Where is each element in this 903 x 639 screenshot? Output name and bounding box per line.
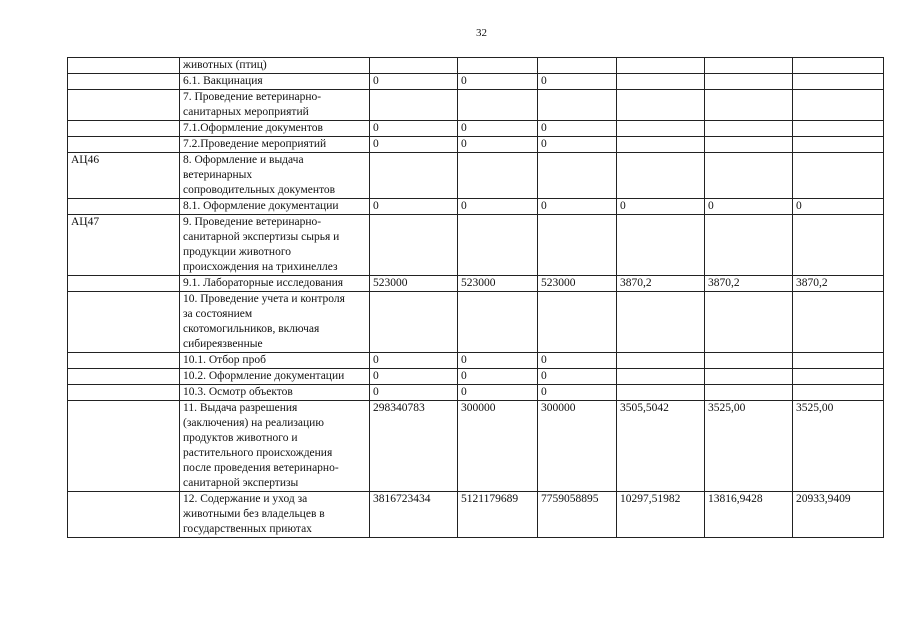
row-value-cell xyxy=(705,74,793,90)
table-row xyxy=(68,121,884,137)
row-code-cell xyxy=(68,292,180,353)
row-value-cell xyxy=(705,90,793,121)
row-value-cell: 3505,5042 xyxy=(617,401,705,492)
row-value-cell xyxy=(793,292,884,353)
row-value-cell xyxy=(370,58,458,74)
table-row xyxy=(68,153,884,199)
row-value-cell: 0 xyxy=(458,199,538,215)
row-name-cell: 10.3. Осмотр объектов xyxy=(180,385,370,401)
row-value-cell: 0 xyxy=(617,199,705,215)
row-value-cell xyxy=(458,90,538,121)
row-name-cell: 7. Проведение ветеринарно- санитарных мероприятий xyxy=(180,90,370,121)
row-value-cell: 0 xyxy=(538,353,617,369)
row-code-cell xyxy=(68,353,180,369)
row-value-cell: 300000 xyxy=(458,401,538,492)
row-value-cell xyxy=(617,215,705,276)
row-value-cell: 13816,9428 xyxy=(705,492,793,538)
row-value-cell: 7759058895 xyxy=(538,492,617,538)
table-row xyxy=(68,292,884,353)
row-name-cell: 7.1.Оформление документов xyxy=(180,121,370,137)
row-value-cell xyxy=(370,215,458,276)
row-value-cell: 0 xyxy=(705,199,793,215)
row-code-cell: АЦ46 xyxy=(68,153,180,199)
row-value-cell: 3816723434 xyxy=(370,492,458,538)
row-value-cell xyxy=(705,292,793,353)
row-code-cell xyxy=(68,276,180,292)
row-value-cell: 0 xyxy=(370,369,458,385)
row-value-cell xyxy=(458,153,538,199)
table-row xyxy=(68,401,884,492)
row-value-cell xyxy=(793,385,884,401)
row-code-cell xyxy=(68,137,180,153)
row-value-cell xyxy=(793,353,884,369)
row-value-cell xyxy=(705,369,793,385)
row-value-cell xyxy=(617,385,705,401)
row-code-cell xyxy=(68,492,180,538)
row-value-cell xyxy=(370,90,458,121)
table-row xyxy=(68,58,884,74)
row-value-cell xyxy=(538,215,617,276)
row-value-cell: 0 xyxy=(458,121,538,137)
row-value-cell xyxy=(617,369,705,385)
row-name-cell: 10. Проведение учета и контроля за состоянием скотомогильников, включая сибиреязвенные xyxy=(180,292,370,353)
row-value-cell xyxy=(793,74,884,90)
row-value-cell xyxy=(793,215,884,276)
row-name-cell: 9.1. Лабораторные исследования xyxy=(180,276,370,292)
row-value-cell xyxy=(793,90,884,121)
row-code-cell xyxy=(68,58,180,74)
table-row xyxy=(68,199,884,215)
table-row xyxy=(68,276,884,292)
row-value-cell xyxy=(793,121,884,137)
row-value-cell: 3870,2 xyxy=(705,276,793,292)
row-value-cell: 0 xyxy=(370,385,458,401)
row-value-cell xyxy=(458,58,538,74)
row-code-cell xyxy=(68,90,180,121)
row-value-cell xyxy=(617,137,705,153)
row-name-cell: 6.1. Вакцинация xyxy=(180,74,370,90)
row-value-cell: 0 xyxy=(370,199,458,215)
row-value-cell xyxy=(617,121,705,137)
row-value-cell xyxy=(793,137,884,153)
table-row xyxy=(68,215,884,276)
row-value-cell: 3525,00 xyxy=(705,401,793,492)
row-value-cell: 5121179689 xyxy=(458,492,538,538)
table-row xyxy=(68,492,884,538)
table-row xyxy=(68,385,884,401)
row-value-cell xyxy=(705,153,793,199)
budget-table xyxy=(67,57,884,538)
row-value-cell: 0 xyxy=(538,121,617,137)
row-code-cell xyxy=(68,74,180,90)
row-value-cell xyxy=(705,215,793,276)
row-value-cell: 0 xyxy=(370,74,458,90)
row-value-cell: 0 xyxy=(370,121,458,137)
table-row xyxy=(68,74,884,90)
table-row xyxy=(68,353,884,369)
row-value-cell: 0 xyxy=(793,199,884,215)
table-row xyxy=(68,137,884,153)
row-value-cell: 300000 xyxy=(538,401,617,492)
row-name-cell: 10.1. Отбор проб xyxy=(180,353,370,369)
row-name-cell: 7.2.Проведение мероприятий xyxy=(180,137,370,153)
row-value-cell: 3525,00 xyxy=(793,401,884,492)
row-value-cell: 0 xyxy=(458,369,538,385)
row-value-cell xyxy=(458,215,538,276)
row-value-cell xyxy=(617,58,705,74)
row-value-cell: 3870,2 xyxy=(793,276,884,292)
row-name-cell: 12. Содержание и уход за животными без владельцев в государственных приютах xyxy=(180,492,370,538)
row-name-cell: 10.2. Оформление документации xyxy=(180,369,370,385)
row-value-cell xyxy=(370,292,458,353)
row-name-cell: 9. Проведение ветеринарно- санитарной экспертизы сырья и продукции животного происхождения на трихинеллез xyxy=(180,215,370,276)
row-value-cell xyxy=(705,58,793,74)
row-value-cell xyxy=(617,292,705,353)
row-value-cell xyxy=(617,74,705,90)
row-value-cell: 0 xyxy=(370,353,458,369)
row-value-cell xyxy=(705,137,793,153)
row-value-cell xyxy=(793,369,884,385)
page-number: 32 xyxy=(476,27,487,39)
row-code-cell xyxy=(68,199,180,215)
row-value-cell xyxy=(617,353,705,369)
row-value-cell xyxy=(538,90,617,121)
row-value-cell xyxy=(458,292,538,353)
row-value-cell: 0 xyxy=(538,385,617,401)
row-value-cell xyxy=(793,153,884,199)
row-value-cell: 0 xyxy=(458,353,538,369)
row-value-cell: 523000 xyxy=(538,276,617,292)
row-value-cell xyxy=(538,153,617,199)
row-name-cell: 8. Оформление и выдача ветеринарных сопроводительных документов xyxy=(180,153,370,199)
row-code-cell xyxy=(68,385,180,401)
row-value-cell xyxy=(705,121,793,137)
table-row xyxy=(68,90,884,121)
row-value-cell: 523000 xyxy=(370,276,458,292)
row-value-cell xyxy=(538,58,617,74)
row-value-cell: 298340783 xyxy=(370,401,458,492)
row-value-cell xyxy=(370,153,458,199)
table-row xyxy=(68,369,884,385)
row-value-cell: 0 xyxy=(538,369,617,385)
row-value-cell xyxy=(538,292,617,353)
row-code-cell: АЦ47 xyxy=(68,215,180,276)
row-value-cell xyxy=(705,353,793,369)
row-value-cell: 0 xyxy=(538,74,617,90)
row-value-cell: 0 xyxy=(538,199,617,215)
row-value-cell xyxy=(617,90,705,121)
row-value-cell xyxy=(793,58,884,74)
row-value-cell xyxy=(705,385,793,401)
table-body xyxy=(68,58,884,538)
row-name-cell: 8.1. Оформление документации xyxy=(180,199,370,215)
row-value-cell: 0 xyxy=(458,137,538,153)
row-value-cell: 0 xyxy=(538,137,617,153)
row-value-cell: 10297,51982 xyxy=(617,492,705,538)
row-value-cell: 0 xyxy=(458,385,538,401)
row-value-cell: 0 xyxy=(370,137,458,153)
row-value-cell: 523000 xyxy=(458,276,538,292)
row-value-cell: 0 xyxy=(458,74,538,90)
row-value-cell: 20933,9409 xyxy=(793,492,884,538)
row-value-cell: 3870,2 xyxy=(617,276,705,292)
row-code-cell xyxy=(68,401,180,492)
row-name-cell: животных (птиц) xyxy=(180,58,370,74)
row-code-cell xyxy=(68,121,180,137)
row-value-cell xyxy=(617,153,705,199)
row-code-cell xyxy=(68,369,180,385)
row-name-cell: 11. Выдача разрешения (заключения) на реализацию продуктов животного и растительного происхождения после проведения ветеринарно- санитарной экспертизы xyxy=(180,401,370,492)
